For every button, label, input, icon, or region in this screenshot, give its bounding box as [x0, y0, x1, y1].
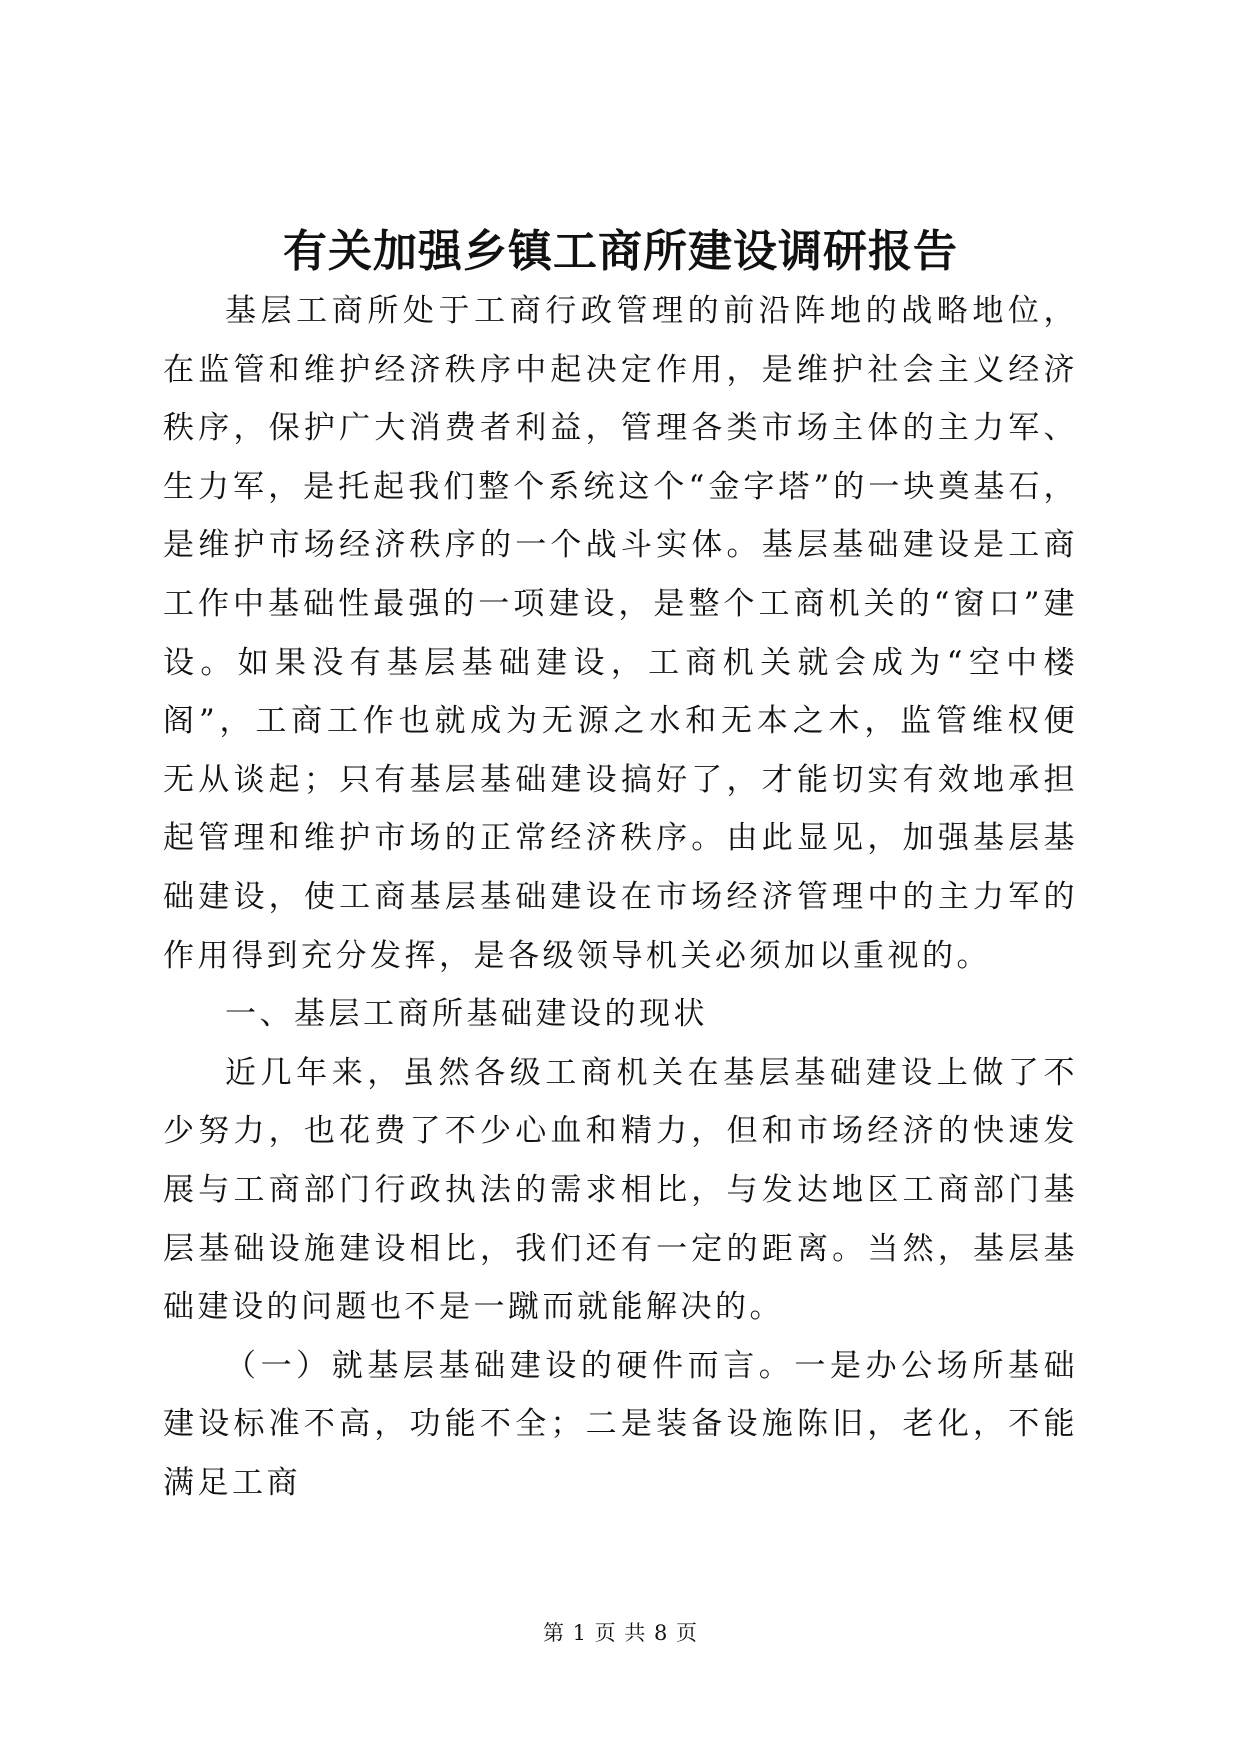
body-paragraph: （一）就基层基础建设的硬件而言。一是办公场所基础建设标准不高，功能不全；二是装备设施陈旧，老化，不能满足工商 — [163, 1347, 1078, 1501]
section-heading: 一、基层工商所基础建设的现状 — [225, 996, 708, 1033]
body-paragraph: 近几年来，虽然各级工商机关在基层基础建设上做了不少努力，也花费了不少心血和精力，但和市场经济的快速发展与工商部门行政执法的需求相比，与发达地区工商部门基层基础设施建设相比，我们还有一定的距离。当然，基层基础建设的问题也不是一蹴而就能解决的。 — [163, 1054, 1078, 1326]
document-body — [163, 282, 1078, 1512]
body-paragraph: 基层工商所处于工商行政管理的前沿阵地的战略地位，在监管和维护经济秩序中起决定作用，是维护社会主义经济秩序，保护广大消费者利益，管理各类市场主体的主力军、生力军，是托起我们整个系统这个“金字塔”的一块奠基石，是维护市场经济秩序的一个战斗实体。基层基础建设是工商工作中基础性最强的一项建设，是整个工商机关的“窗口”建设。如果没有基层基础建设，工商机关就会成为“空中楼阁”，工商工作也就成为无源之水和无本之木，监管维权便无从谈起；只有基层基础建设搞好了，才能切实有效地承担起管理和维护市场的正常经济秩序。由此显见，加强基层基础建设，使工商基层基础建设在市场经济管理中的主力军的作用得到充分发挥，是各级领导机关必须加以重视的。 — [163, 293, 1078, 974]
document-title: 有关加强乡镇工商所建设调研报告 — [283, 226, 958, 277]
page-number-footer: 第 1 页 共 8 页 — [542, 1621, 699, 1645]
